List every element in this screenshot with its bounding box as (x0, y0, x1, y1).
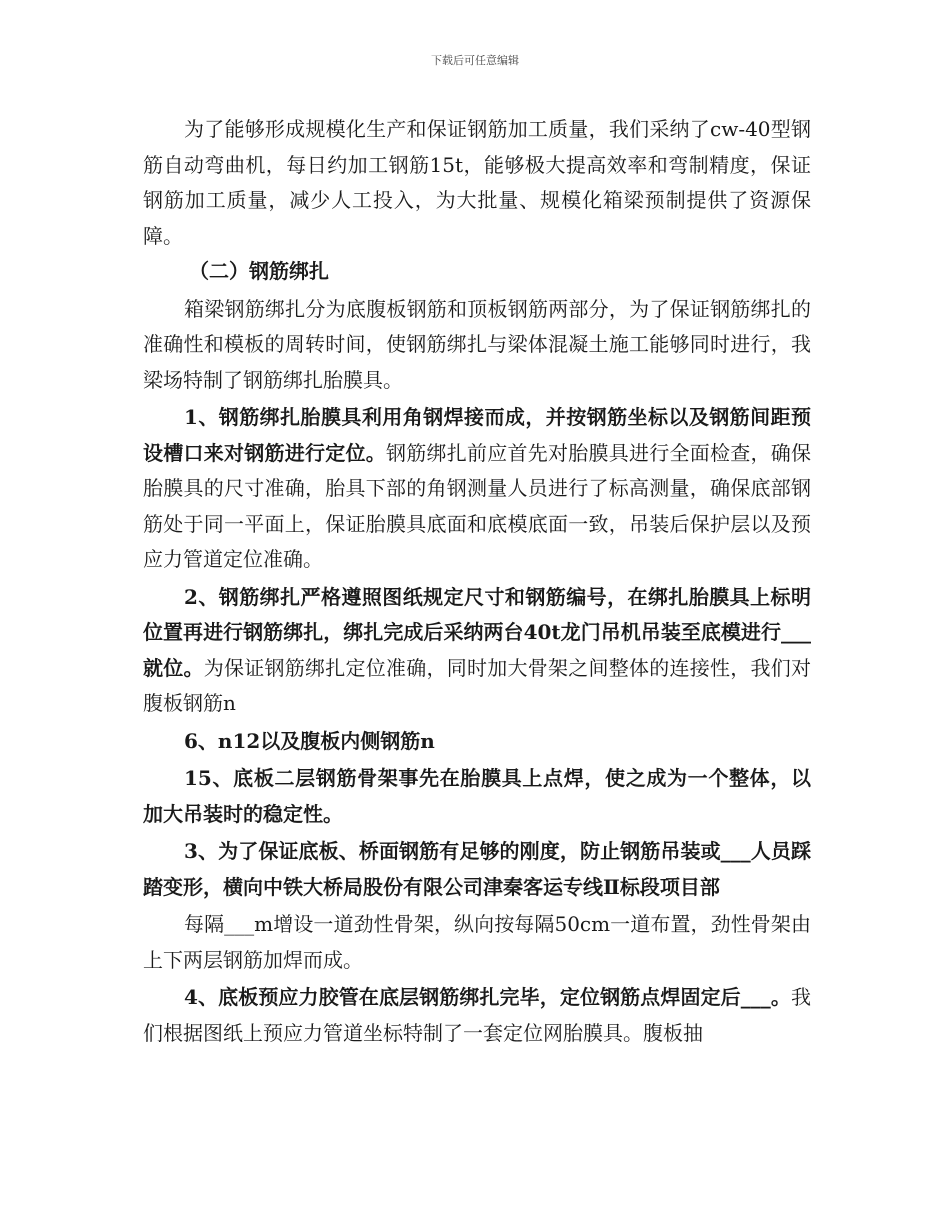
paragraph-item-4 (143, 980, 811, 1051)
item-4-normal-text: 我们根据图纸上预应力管道坐标特制了一套定位网胎膜具。腹板抽 (143, 985, 811, 1045)
paragraph-binding-intro: 箱梁钢筋绑扎分为底腹板钢筋和顶板钢筋两部分，为了保证钢筋绑扎的准确性和模板的周转时间，使钢筋绑扎与梁体混凝土施工能够同时进行，我梁场特制了钢筋绑扎胎膜具。 (143, 296, 811, 392)
paragraph-item-15: 15、底板二层钢筋骨架事先在胎膜具上点焊，使之成为一个整体，以加大吊装时的稳定性。 (143, 766, 811, 826)
paragraph-stiff-frame: 每隔___m增设一道劲性骨架，纵向按每隔50cm一道布置，劲性骨架由上下两层钢筋加焊而成。 (143, 912, 811, 972)
item-2-normal-text: 为保证钢筋绑扎定位准确，同时加大骨架之间整体的连接性，我们对腹板钢筋n (143, 655, 811, 715)
paragraph-item-1 (143, 400, 811, 578)
item-2-bold-text: 2、钢筋绑扎严格遵照图纸规定尺寸和钢筋编号，在绑扎胎膜具上标明位置再进行钢筋绑扎，绑扎完成后采纳两台40t龙门吊机吊装至底模进行___就位。 (143, 584, 811, 680)
item-4-bold-text: 4、底板预应力胶管在底层钢筋绑扎完毕，定位钢筋点焊固定后___。 (184, 985, 791, 1009)
section-heading-rebar-binding: （二）钢筋绑扎 (189, 259, 329, 283)
page-header: 下载后可任意编辑 (431, 54, 519, 67)
paragraph-item-3: 3、为了保证底板、桥面钢筋有足够的刚度，防止钢筋吊装或___人员踩踏变形，横向中铁大桥局股份有限公司津秦客运专线Ⅱ标段项目部 (143, 839, 811, 899)
document-body (143, 112, 811, 1051)
item-1-normal-text: 钢筋绑扎前应首先对胎膜具进行全面检查，确保胎膜具的尺寸准确，胎具下部的角钢测量人员进行了标高测量，确保底部钢筋处于同一平面上，保证胎膜具底面和底模底面一致，吊装后保护层以及预应力管道定位准确。 (143, 440, 811, 571)
item-1-bold-text: 1、钢筋绑扎胎膜具利用角钢焊接而成，并按钢筋坐标以及钢筋间距预设槽口来对钢筋进行定位。 (143, 405, 811, 465)
paragraph-item-2 (143, 580, 811, 722)
paragraph-item-6: 6、n12以及腹板内侧钢筋n (184, 728, 435, 753)
paragraph-rebar-processing: 为了能够形成规模化生产和保证钢筋加工质量，我们采纳了cw-40型钢筋自动弯曲机，每日约加工钢筋15t，能够极大提高效率和弯制精度，保证钢筋加工质量，减少人工投入，为大批量、规模化箱梁预制提供了资源保障。 (143, 117, 811, 248)
